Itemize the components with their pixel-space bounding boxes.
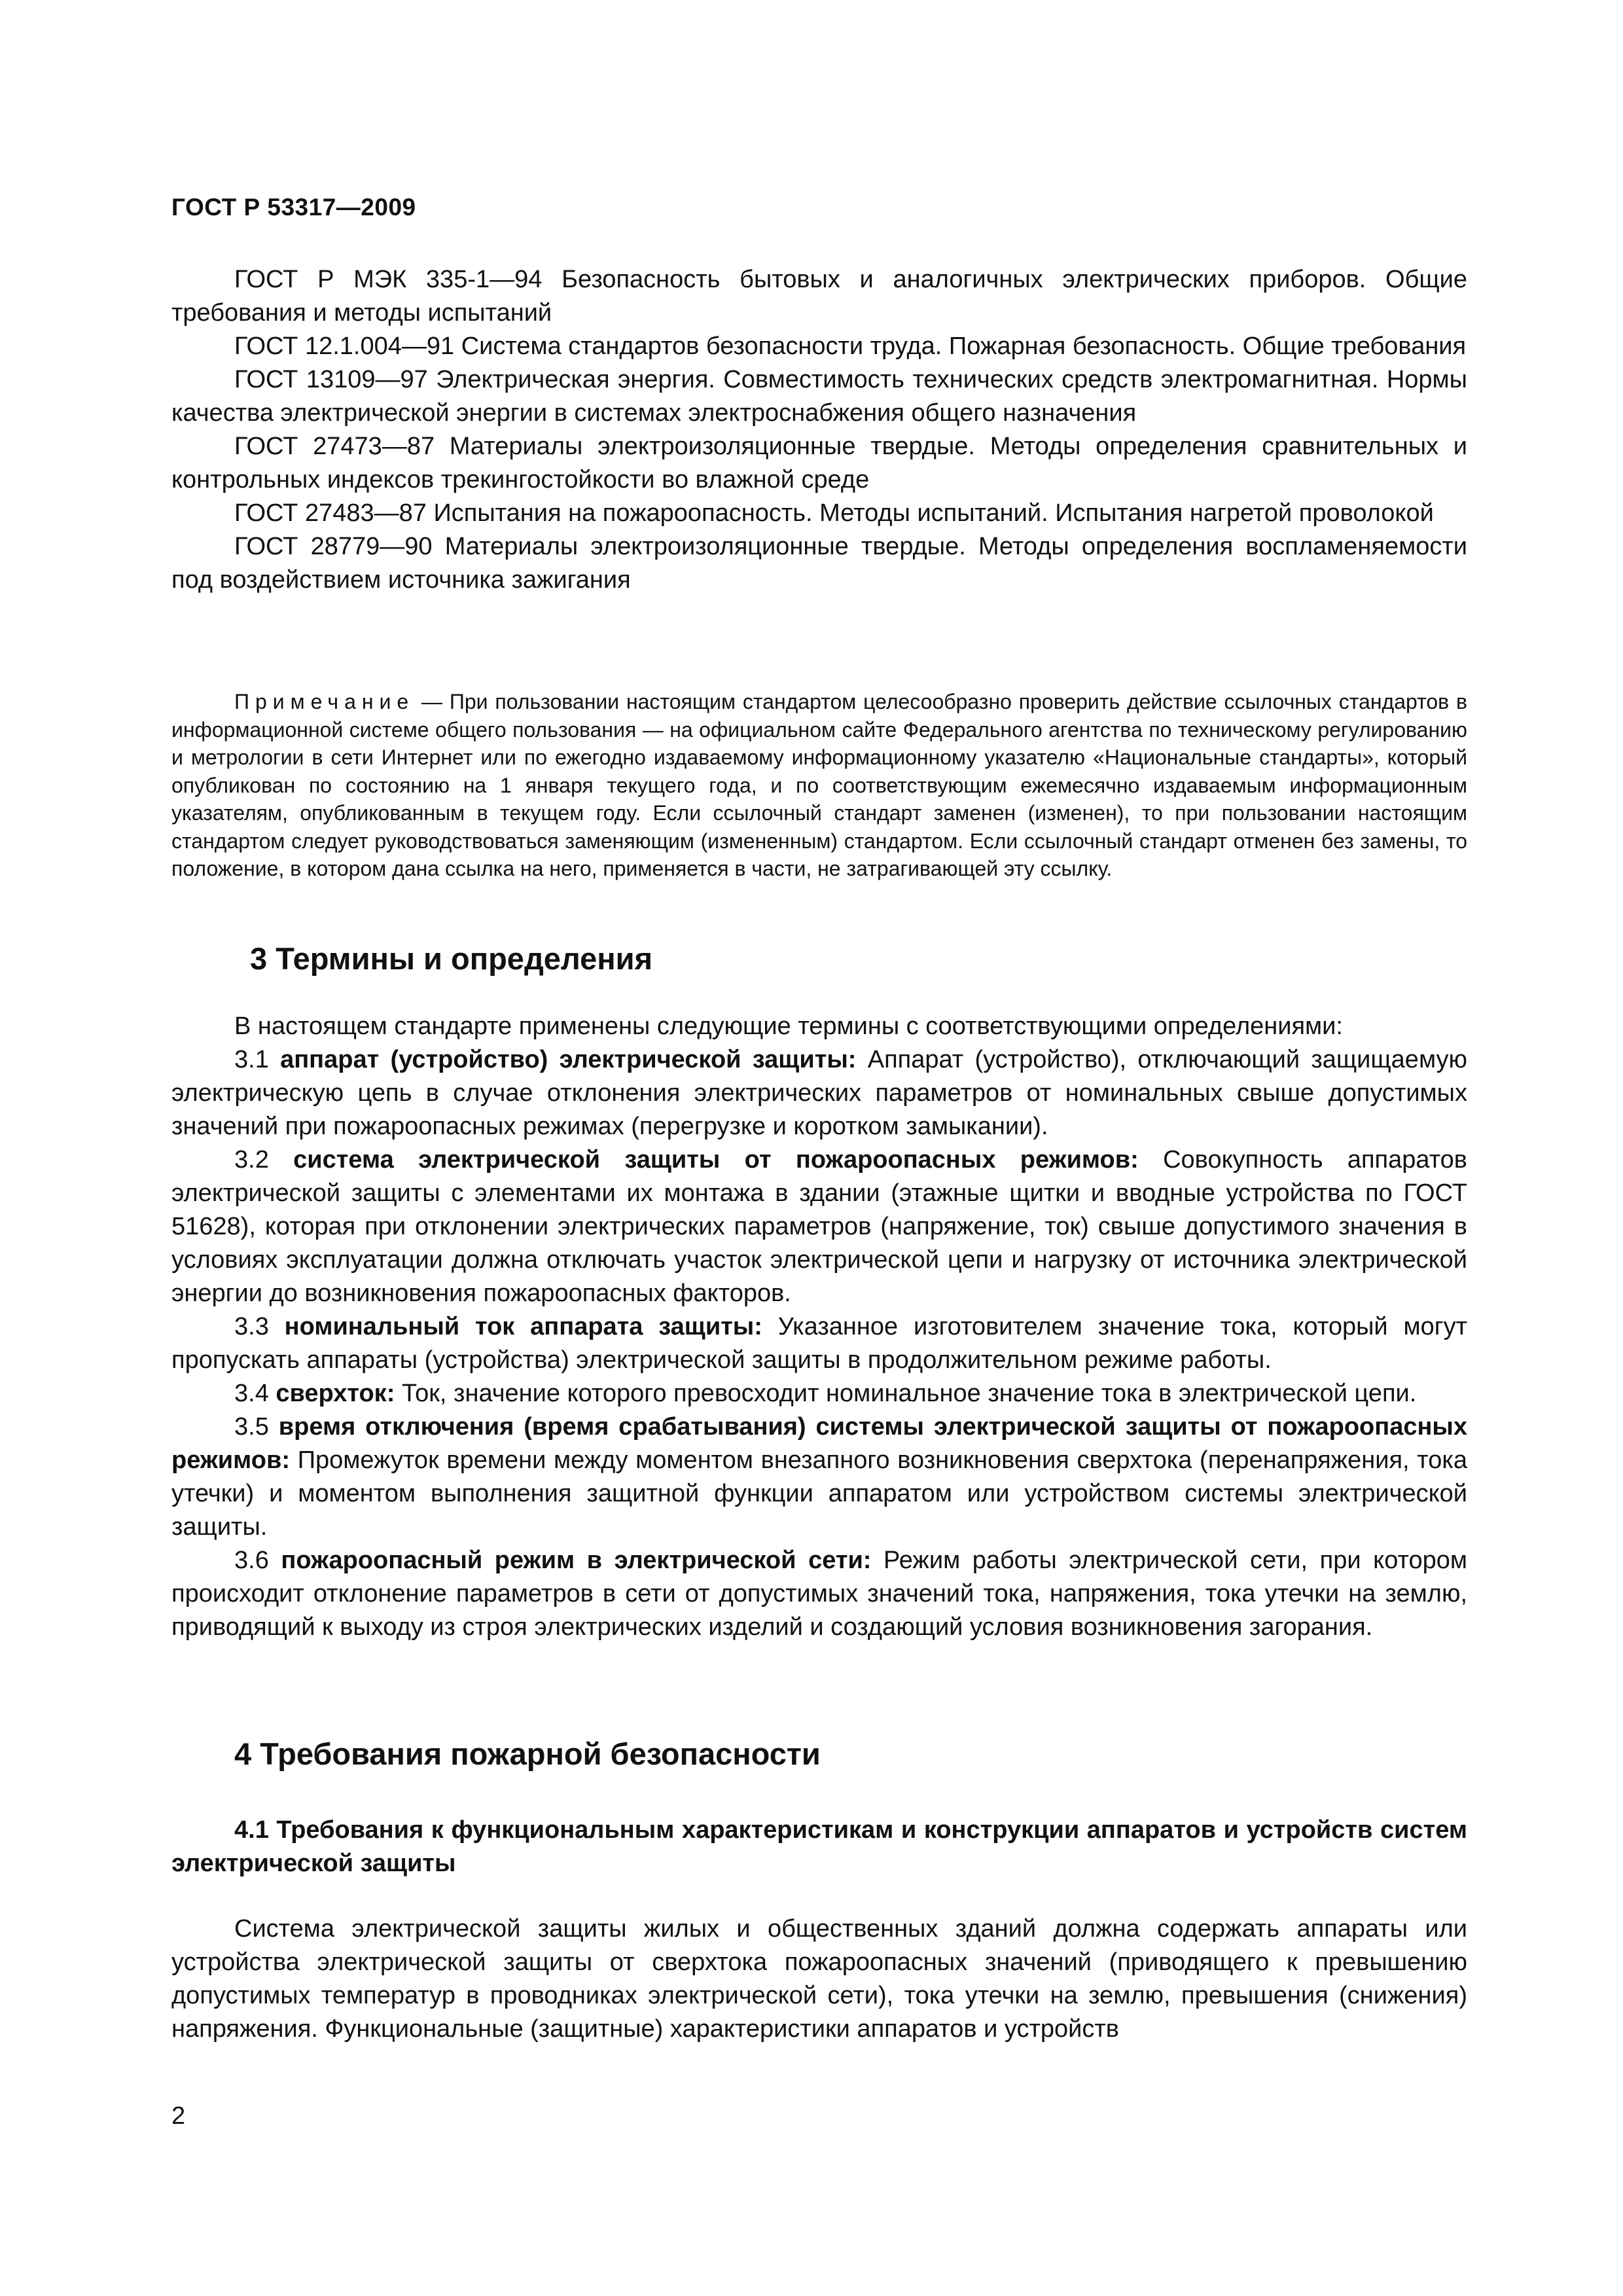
note-label: Примечание <box>234 690 415 713</box>
note-text: — При пользовании настоящим стандартом целесообразно проверить действие ссылочных стандартов в информационной системе общего пользования — на официальном сайте Федерального агентства по техническому регулированию и метрологии в сети Интернет или по ежегодно издаваемому информационному указателю «Национальные стандарты», который опубликован по состоянию на 1 января текущего года, и по соответствующим ежемесячно издаваемым информационным указателям, опубликованным в текущем году. Если ссылочный стандарт заменен (изменен), то при пользовании настоящим стандартом следует руководствоваться заменяющим (измененным) стандартом. Если ссылочный стандарт отменен без замены, то положение, в котором дана ссылка на него, применяется в части, не затрагивающей эту ссылку. <box>171 690 1467 880</box>
definition-number: 3.5 <box>234 1413 279 1441</box>
definition-text: Аппарат (устройство), отключающий защищаемую электрическую цепь в случае отклонения электрических параметров от номинальных свыше допустимых значений при пожароопасных режимах (перегрузке и коротком замыкании). <box>171 1046 1467 1140</box>
definition-number: 3.2 <box>234 1146 294 1174</box>
definition-text: Ток, значение которого превосходит номинальное значение тока в электрической цепи. <box>395 1380 1417 1407</box>
normative-references-list <box>171 263 1467 597</box>
reference-item: ГОСТ 27473—87 Материалы электроизоляционные твердые. Методы определения сравнительных и контрольных индексов трекингостойкости во влажной среде <box>171 433 1467 493</box>
definition-term: система электрической защиты от пожароопасных режимов: <box>293 1146 1139 1174</box>
terms-intro: В настоящем стандарте применены следующие термины с соответствующими определениями: <box>234 1013 1343 1040</box>
definition-text: Указанное изготовителем значение тока, который могут пропускать аппараты (устройства) электрической защиты в продолжительном режиме работы. <box>171 1313 1467 1374</box>
definition-number: 3.3 <box>234 1313 285 1340</box>
section-4-body <box>171 1912 1467 2046</box>
document-code-header: ГОСТ Р 53317—2009 <box>171 194 416 221</box>
definition-item <box>171 1310 1467 1377</box>
section-4-title: 4 Требования пожарной безопасности <box>234 1736 821 1771</box>
definition-text: Режим работы электрической сети, при котором происходит отклонение параметров в сети от допустимых значений тока, напряжения, тока утечки на землю, приводящий к выходу из строя электрических изделий и создающий условия возникновения загорания. <box>171 1547 1467 1641</box>
subsection-4-1-title: 4.1 Требования к функциональным характеристикам и конструкции аппаратов и устройств систем электрической защиты <box>171 1816 1467 1877</box>
reference-item: ГОСТ 12.1.004—91 Система стандартов безопасности труда. Пожарная безопасность. Общие требования <box>234 332 1467 360</box>
definition-item <box>171 1377 1467 1410</box>
definition-term: пожароопасный режим в электрической сети: <box>281 1547 872 1574</box>
definition-number: 3.1 <box>234 1046 281 1073</box>
terms-definitions <box>171 1010 1467 1644</box>
section-4-paragraph: Система электрической защиты жилых и общественных зданий должна содержать аппараты или устройства электрической защиты от сверхтока пожароопасных значений (приводящего к превышению допустимых температур в проводниках электрической сети), тока утечки на землю, превышения (снижения) напряжения. Функциональные (защитные) характеристики аппаратов и устройств <box>171 1915 1467 2043</box>
definition-number: 3.4 <box>234 1380 276 1407</box>
reference-item: ГОСТ 28779—90 Материалы электроизоляционные твердые. Методы определения воспламеняемости под воздействием источника зажигания <box>171 533 1467 594</box>
reference-item: ГОСТ 27483—87 Испытания на пожароопасность. Методы испытаний. Испытания нагретой проволокой <box>234 499 1434 527</box>
reference-item: ГОСТ Р МЭК 335-1—94 Безопасность бытовых и аналогичных электрических приборов. Общие требования и методы испытаний <box>171 266 1467 327</box>
definition-text: Промежуток времени между моментом внезапного возникновения сверхтока (перенапряжения, тока утечки) и моментом выполнения защитной функции аппаратом или устройством системы электрической защиты. <box>171 1446 1467 1541</box>
definition-term: номинальный ток аппарата защиты: <box>284 1313 762 1340</box>
definition-item <box>171 1143 1467 1310</box>
definition-item <box>171 1544 1467 1644</box>
definition-text: Совокупность аппаратов электрической защиты с элементами их монтажа в здании (этажные щитки и вводные устройства по ГОСТ 51628), которая при отклонении электрических параметров (напряжение, ток) свыше допустимого значения в условиях эксплуатации должна отключать участок электрической цепи и нагрузку от источника электрической энергии до возникновения пожароопасных факторов. <box>171 1146 1467 1307</box>
definition-item <box>171 1043 1467 1143</box>
definition-term: аппарат (устройство) электрической защиты: <box>280 1046 857 1073</box>
definition-item <box>171 1410 1467 1544</box>
reference-item: ГОСТ 13109—97 Электрическая энергия. Совместимость технических средств электромагнитная. Нормы качества электрической энергии в системах электроснабжения общего назначения <box>171 366 1467 427</box>
page-number: 2 <box>171 2102 186 2130</box>
definition-term: сверхток: <box>276 1380 395 1407</box>
references-note <box>171 688 1467 883</box>
section-3-title: 3 Термины и определения <box>250 941 652 976</box>
definition-number: 3.6 <box>234 1547 281 1574</box>
definition-term: время отключения (время срабатывания) системы электрической защиты от пожароопасных режимов: <box>171 1413 1467 1474</box>
